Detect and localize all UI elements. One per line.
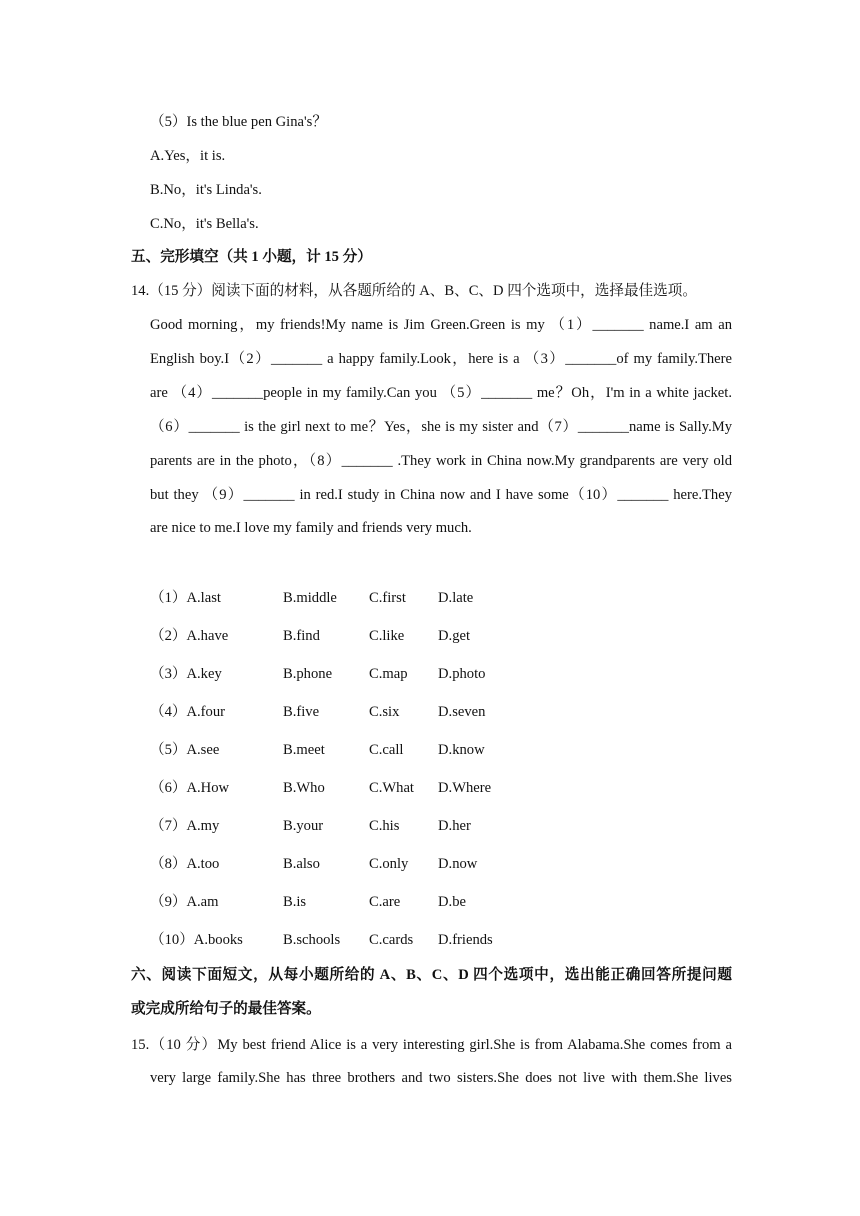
choice-a: （3）A.key [150,666,222,682]
answer-option-b: B.No，it's Linda's. [150,182,262,198]
choice-c: C.cards [369,932,414,948]
choice-b: B.Who [283,780,325,796]
passage-line: but they （9）_______ in red.I study in China now and I have some（10）_______ here.They [150,487,732,503]
choice-a: （4）A.four [150,704,225,720]
choice-c: C.like [369,628,405,644]
choice-a: （5）A.see [150,742,220,758]
choice-row [150,816,550,836]
choice-d: D.Where [438,780,492,796]
passage-line: English boy.I（2）_______ a happy family.Look，here is a （3）_______of my family.There [150,351,732,367]
choice-a: （9）A.am [150,894,219,910]
choice-row [150,892,550,912]
choice-row [150,854,550,874]
choice-row [150,664,550,684]
answer-option-c: C.No，it's Bella's. [150,216,259,232]
choice-c: C.call [369,742,404,758]
choice-c: C.six [369,704,400,720]
passage-line: （6）_______ is the girl next to me？Yes，she is my sister and（7）_______name is Sally.My [150,419,732,435]
choice-b: B.middle [283,590,337,606]
choice-b: B.schools [283,932,341,948]
choice-c: C.are [369,894,401,910]
choice-c: C.What [369,780,414,796]
choice-c: C.first [369,590,406,606]
passage-line: Good morning，my friends!My name is Jim Green.Green is my （1）_______ name.I am an [150,317,732,333]
choice-d: D.friends [438,932,493,948]
question-stem: （5）Is the blue pen Gina's？ [150,114,327,130]
choice-row [150,626,550,646]
choice-b: B.your [283,818,324,834]
choice-b: B.also [283,856,320,872]
choice-c: C.his [369,818,400,834]
choice-b: B.phone [283,666,333,682]
question-15-line: very large family.She has three brothers and two sisters.She does not live with them.She lives [150,1070,732,1086]
choice-d: D.know [438,742,485,758]
choice-a: （10）A.books [150,932,243,948]
section-heading-reading-cont: 或完成所给句子的最佳答案。 [131,1001,321,1017]
choice-a: （7）A.my [150,818,220,834]
choice-a: （2）A.have [150,628,229,644]
choice-c: C.only [369,856,409,872]
choice-b: B.five [283,704,320,720]
choice-b: B.find [283,628,320,644]
passage-line: are nice to me.I love my family and friends very much. [150,520,472,536]
choice-d: D.get [438,628,471,644]
choice-c: C.map [369,666,408,682]
choice-d: D.photo [438,666,486,682]
choice-a: （6）A.How [150,780,230,796]
passage-line: are （4）_______people in my family.Can you （5）_______ me？Oh，I'm in a white jacket. [150,385,732,401]
question-15-line: 15.（10 分）My best friend Alice is a very interesting girl.She is from Alabama.She comes from a [131,1037,732,1053]
choice-d: D.seven [438,704,486,720]
choice-row [150,702,550,722]
answer-option-a: A.Yes，it is. [150,148,226,164]
choice-row [150,930,550,950]
choice-b: B.is [283,894,307,910]
choice-row [150,740,550,760]
choice-a: （8）A.too [150,856,220,872]
choice-d: D.be [438,894,466,910]
section-heading-reading: 六、阅读下面短文，从每小题所给的 A、B、C、D 四个选项中，选出能正确回答所提问题 [131,967,732,983]
passage-line: parents are in the photo，（8）_______ .They work in China now.My grandparents are very old [150,453,732,469]
choice-d: D.late [438,590,474,606]
choice-b: B.meet [283,742,325,758]
choice-d: D.her [438,818,471,834]
choice-d: D.now [438,856,478,872]
choice-a: （1）A.last [150,590,221,606]
question-14-intro: 14.（15 分）阅读下面的材料，从各题所给的 A、B、C、D 四个选项中，选择最佳选项。 [131,283,697,299]
choice-row [150,778,550,798]
section-heading-cloze: 五、完形填空（共 1 小题，计 15 分） [131,249,372,265]
choice-row [150,588,550,608]
